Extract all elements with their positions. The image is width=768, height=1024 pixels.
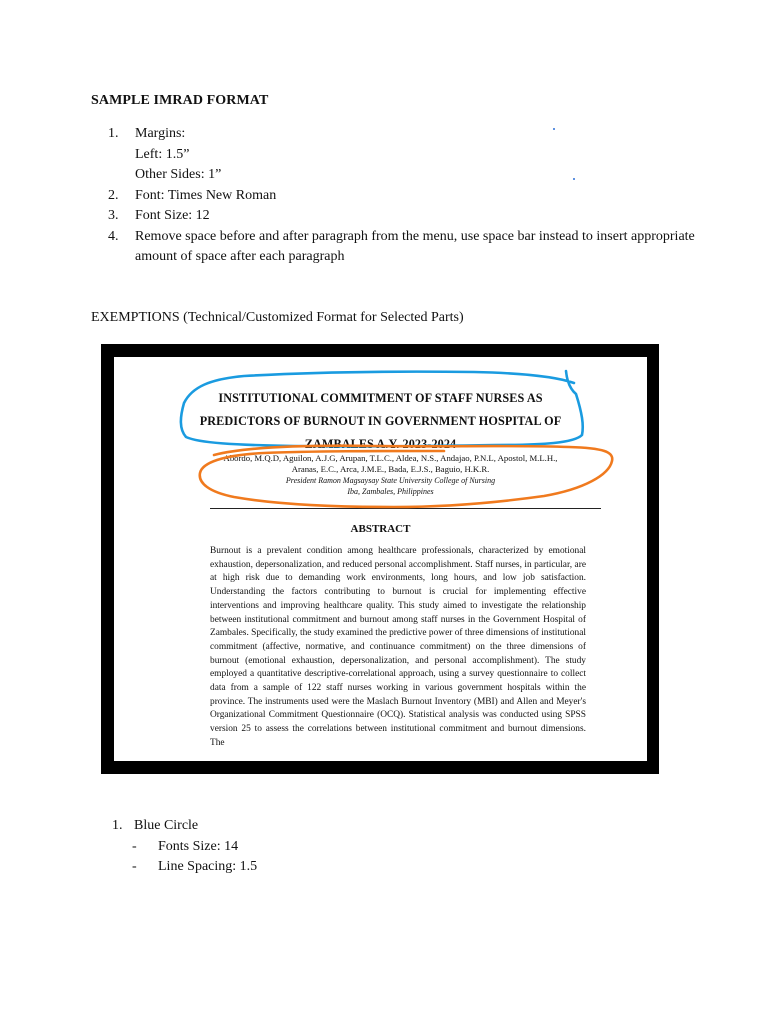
list-item: 4. Remove space before and after paragraph from the menu, use space bar instead to insert appropriate amount of space after each paragraph: [108, 227, 708, 268]
margins-label: Margins:: [135, 126, 186, 141]
abstract-text: Burnout is a prevalent condition among healthcare professionals, characterized by emotional exhaustion, depersonalization, and reduced personal accomplishment. Staff nurses, in particular, are at high risk due to demanding work environments, long hours, and low job satisfaction. Understanding the factors contributing to burnout is crucial for implementing effective interventions and improving healthcare quality. This study aimed to investigate the relationship between institutional commitment and burnout among staff nurses in the Government Hospital of Zambales. Specifically, the study examined the predictive power of three dimensions of institutional commitment (affective, normative, and continuance commitment) on the three dimensions of burnout (emotional exhaustion, depersonalization, and personal accomplishment). The study employed a quantitative descriptive-correlational approach, using a survey questionnaire to collect data from a sample of 122 staff nurses working in various government hospitals within the province. The instruments used were the Maslach Burnout Inventory (MBI) and Allen and Meyer's Organizational Commitment Questionnaire (OCQ). Statistical analysis was conducted using SPSS version 25 to assess the correlations between institutional commitment and burnout dimensions. The: [210, 546, 586, 748]
sample-paper-figure: [101, 344, 659, 774]
stray-dot: [573, 178, 575, 180]
line-spacing-rule: Line Spacing: 1.5: [158, 859, 258, 874]
fonts-size-rule: Fonts Size: 14: [158, 838, 239, 854]
paper-authors: Abordo, M.Q.D, Aguilon, A.J.G, Arupan, T.L.C., Aldea, N.S., Andajao, P.N.L, Apostol, M.L.H., Aranas, E.C., Arca, J.M.E., Bada, E.J.S., Baguio, H.K.R. President Ramon Magsaysay State University College of Nursing Iba, Zambales, Philippines: [174, 453, 607, 497]
other-margins: Other Sides: 1”: [135, 167, 222, 182]
exemption-items-list: [112, 816, 257, 878]
font-requirement: Font: Times New Roman: [135, 187, 277, 203]
abstract-heading: ABSTRACT: [350, 523, 411, 535]
list-item: 1. Blue Circle: [112, 816, 257, 837]
list-item: 3. Font Size: 12: [108, 206, 708, 227]
paper-screenshot: [114, 357, 647, 761]
blue-circle-label: Blue Circle: [134, 818, 199, 833]
spacing-requirement: Remove space before and after paragraph from the menu, use space bar instead to insert appropriate amount of space after each paragraph: [135, 228, 695, 264]
page-title: SAMPLE IMRAD FORMAT: [91, 93, 269, 108]
orange-circle-annotation: [200, 446, 612, 507]
formatting-requirements-list: [108, 124, 708, 268]
paper-affiliation: President Ramon Magsaysay State University College of Nursing: [285, 476, 496, 485]
blue-circle-annotation: [181, 371, 583, 446]
list-subitem: - Fonts Size: 14: [132, 837, 257, 858]
left-margin: Left: 1.5”: [135, 146, 190, 162]
exemptions-heading: EXEMPTIONS (Technical/Customized Format for Selected Parts): [91, 310, 464, 325]
paper-location: Iba, Zambales, Philippines: [347, 487, 434, 496]
stray-dot: [553, 128, 555, 130]
list-subitem: - Line Spacing: 1.5: [132, 857, 257, 878]
list-item: 2. Font: Times New Roman: [108, 186, 708, 207]
font-size-requirement: Font Size: 12: [135, 208, 210, 223]
list-item: 1. Margins: Left: 1.5” Other Sides: 1”: [108, 124, 708, 186]
paper-title: INSTITUTIONAL COMMITMENT OF STAFF NURSES AS PREDICTORS OF BURNOUT IN GOVERNMENT HOSPITAL OF ZAMBALES A.Y. 2023-2024: [199, 391, 562, 451]
annotation-overlay: [114, 357, 647, 761]
